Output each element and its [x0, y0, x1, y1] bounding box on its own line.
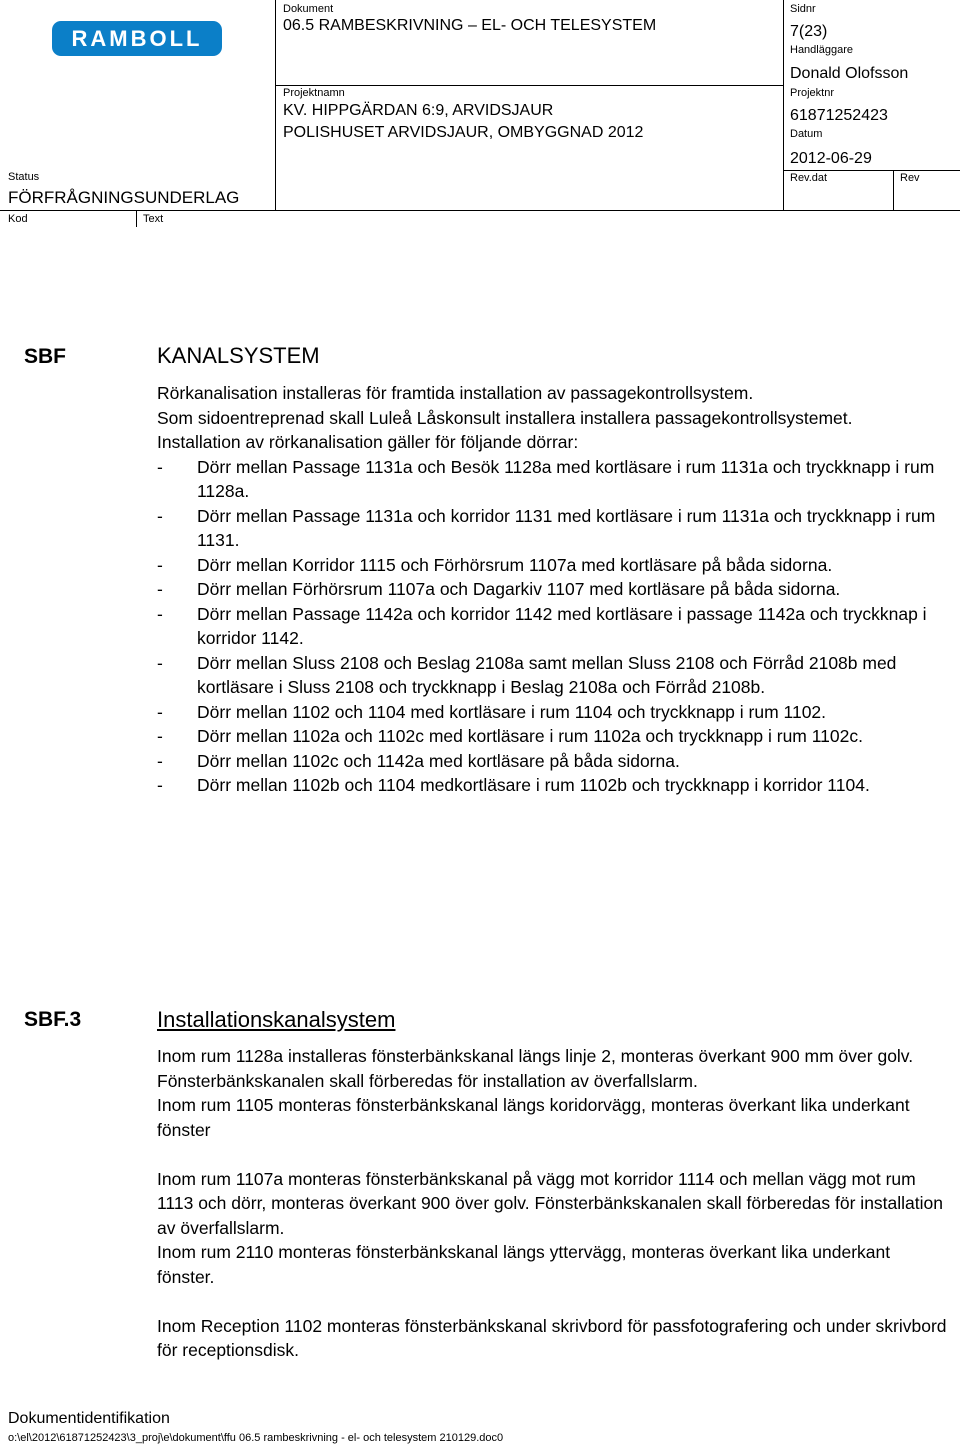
list-item: - Dörr mellan 1102a och 1102c med kortläsare i rum 1102a och tryckknapp i rum 1102c. [157, 724, 952, 749]
section-title-installationskanalsystem: Installationskanalsystem [157, 1007, 396, 1032]
list-item: - Dörr mellan Passage 1142a och korridor 1142 med kortläsare i passage 1142a och tryckknap i korridor 1142. [157, 602, 952, 651]
list-item: - Dörr mellan Korridor 1115 och Förhörsrum 1107a med kortläsare på båda sidorna. [157, 553, 952, 578]
footer-label: Dokumentidentifikation [8, 1410, 170, 1427]
project-name-line2: POLISHUSET ARVIDSJAUR, OMBYGGNAD 2012 [283, 124, 644, 141]
handler-name: Donald Olofsson [790, 65, 909, 82]
list-item: - Dörr mellan Passage 1131a och korridor 1131 med kortläsare i rum 1131a och tryckknapp i rum 1131. [157, 504, 952, 553]
intro-paragraph: Rörkanalisation installeras för framtida installation av passagekontrollsystem. [157, 383, 754, 403]
document-title: 06.5 RAMBESKRIVNING – EL- OCH TELESYSTEM [283, 17, 657, 34]
list-item: - Dörr mellan Sluss 2108 och Beslag 2108a samt mellan Sluss 2108 och Förråd 2108b med kortläsare i Sluss 2108 och tryckknapp i Beslag 2108a och Förråd 2108b. [157, 651, 952, 700]
section-body-kanalsystem [157, 381, 952, 798]
page-number: 7(23) [790, 23, 828, 40]
kod-text-divider [136, 210, 137, 227]
rev-date-label: Rev.dat [790, 172, 828, 184]
ramboll-logo: RAMBOLL [52, 21, 222, 56]
paragraph: Inom rum 1107a monteras fönsterbänkskanal på vägg mot korridor 1114 och mellan vägg mot rum 1113 och dörr, monteras överkant 900 över golv. Fönsterbänkskanalen skall förberedas för installation av överfallslarm. [157, 1168, 943, 1238]
project-number-label: Projektnr [790, 87, 835, 99]
header-divider [783, 170, 960, 171]
status-value: FÖRFRÅGNINGSUNDERLAG [8, 188, 240, 207]
project-name-label: Projektnamn [283, 87, 345, 99]
kod-label: Kod [8, 213, 28, 225]
header-divider [783, 0, 784, 210]
section-code-sbf3: SBF.3 [24, 1008, 82, 1031]
paragraph: Inom rum 2110 monteras fönsterbänkskanal längs yttervägg, monteras överkant lika underkant fönster. [157, 1242, 891, 1287]
list-item: - Dörr mellan 1102c och 1142a med kortläsare på båda sidorna. [157, 749, 952, 774]
intro-paragraph: Som sidoentreprenad skall Luleå Låskonsult installera installera passagekontrollsystemet. [157, 407, 853, 428]
section-body-installationskanalsystem [157, 1044, 952, 1363]
handler-label: Handläggare [790, 44, 853, 56]
rev-label: Rev [900, 172, 920, 184]
status-label: Status [8, 171, 40, 183]
intro-paragraph: Installation av rörkanalisation gäller för följande dörrar: [157, 432, 579, 452]
list-item: - Dörr mellan 1102b och 1104 medkortläsare i rum 1102b och tryckknapp i korridor 1104. [157, 773, 952, 798]
header-divider [275, 85, 783, 86]
project-name-line1: KV. HIPPGÄRDAN 6:9, ARVIDSJAUR [283, 102, 554, 119]
date-label: Datum [790, 128, 823, 140]
header-divider [275, 0, 276, 210]
list-item: - Dörr mellan Förhörsrum 1107a och Dagarkiv 1107 med kortläsare på båda sidorna. [157, 577, 952, 602]
date-value: 2012-06-29 [790, 150, 872, 167]
paragraph: Inom Reception 1102 monteras fönsterbänkskanal skrivbord för passfotografering och under skrivbord för receptionsdisk. [157, 1315, 947, 1360]
document-label: Dokument [283, 3, 334, 15]
header-divider [893, 170, 894, 210]
paragraph: Inom rum 1128a installeras fönsterbänkskanal längs linje 2, monteras överkant 900 mm över golv. Fönsterbänkskanalen skall förberedas för installation av överfallslarm. [157, 1046, 914, 1091]
footer-file-path: o:\el\2012\61871252423\3_proj\e\dokument\ffu 06.5 rambeskrivning - el- och telesystem 210129.doc0 [8, 1432, 504, 1444]
list-item: - Dörr mellan 1102 och 1104 med kortläsare i rum 1104 och tryckknapp i rum 1102. [157, 700, 952, 725]
text-label: Text [143, 213, 164, 225]
door-list [157, 455, 952, 798]
list-item: - Dörr mellan Passage 1131a och Besök 1128a med kortläsare i rum 1131a och tryckknapp i rum 1128a. [157, 455, 952, 504]
page-number-label: Sidnr [790, 3, 816, 15]
paragraph: Inom rum 1105 monteras fönsterbänkskanal längs koridorvägg, monteras överkant lika underkant fönster [157, 1095, 910, 1140]
project-number: 61871252423 [790, 107, 888, 124]
section-title-kanalsystem: KANALSYSTEM [157, 343, 320, 368]
header-divider [0, 210, 960, 211]
section-code-sbf: SBF [24, 345, 66, 368]
